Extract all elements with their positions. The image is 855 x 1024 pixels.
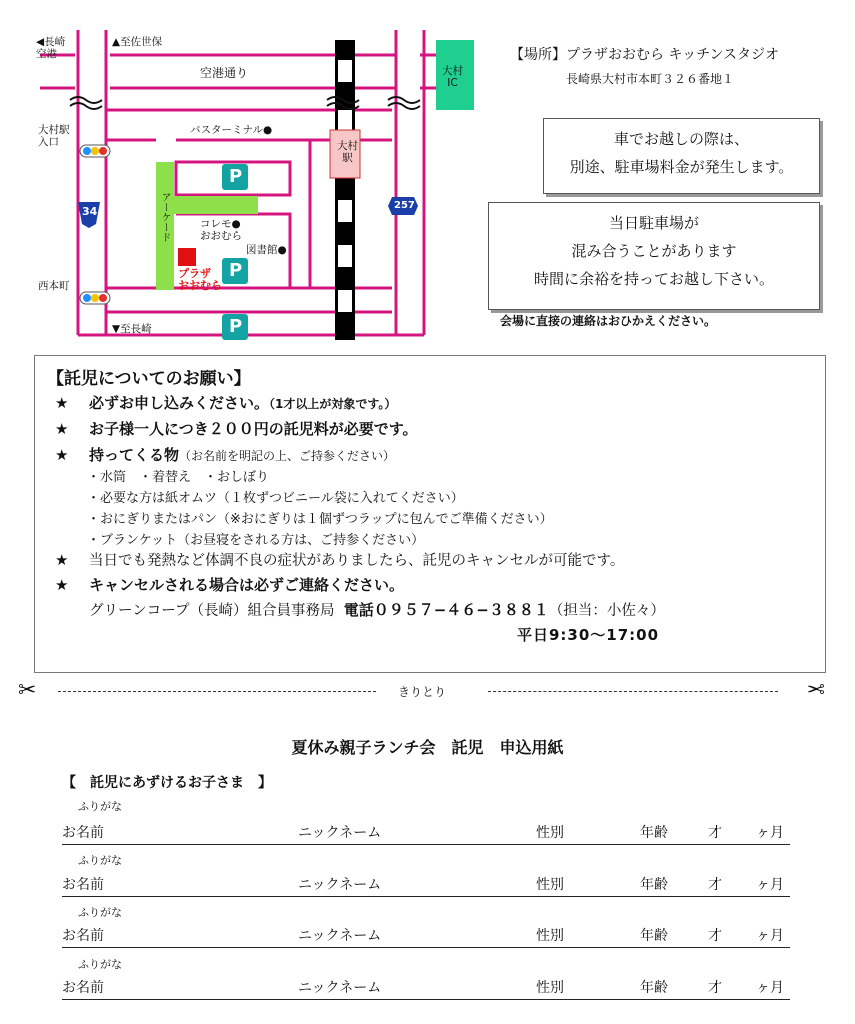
child-row-4[interactable] — [62, 977, 790, 1000]
to-nagasaki-label: ▼至長崎 — [112, 323, 152, 335]
age-label: 年齢 — [640, 980, 668, 996]
arcade-label: アーケード — [159, 192, 170, 242]
age-label: 年齢 — [640, 825, 668, 841]
notice2-line3: 時間に余裕を持ってお越し下さい。 — [533, 270, 774, 288]
parking-fee-notice — [543, 118, 820, 194]
furigana-label: ふりがな — [78, 958, 122, 971]
furigana-label: ふりがな — [78, 800, 122, 813]
years-label: 才 — [708, 928, 722, 944]
omura-station-label: 大村 駅 — [337, 140, 358, 164]
parking-2: P — [229, 260, 243, 281]
bring-item-4: ・ブランケット（お昼寝をされる方は、ご持参ください） — [87, 533, 425, 548]
child-row-3[interactable] — [62, 925, 790, 948]
nickname-label: ニックネーム — [298, 928, 382, 944]
months-label: ヶ月 — [756, 877, 784, 893]
notice1-line2: 別途、駐車場料金が発生します。 — [569, 158, 794, 176]
name-label: お名前 — [62, 877, 104, 893]
months-label: ヶ月 — [756, 980, 784, 996]
library-label: 図書館● — [246, 244, 287, 256]
route-257-label: 257 — [394, 200, 415, 211]
child-row-1[interactable] — [62, 822, 790, 845]
office-hours: 平日9:30〜17:00 — [517, 626, 660, 644]
plaza-omura-marker — [178, 248, 196, 266]
gender-label: 性別 — [536, 928, 564, 944]
request-item-2: ★ お子様一人につき２００円の託児料が必要です。 — [55, 420, 418, 438]
name-label: お名前 — [62, 825, 104, 841]
name-label: お名前 — [62, 928, 104, 944]
bring-item-3: ・おにぎりまたはパン（※おにぎりは１個ずつラップに包んでご準備ください） — [87, 512, 553, 527]
venue-address: 長崎県大村市本町３２６番地１ — [566, 72, 735, 86]
request-item-1: ★ 必ずお申し込みください。（1才以上が対象です。） — [55, 394, 397, 412]
airport-road-label: 空港通り — [200, 66, 249, 80]
cut-line-left — [58, 691, 376, 692]
form-section-title: 【 託児にあずけるお子さま 】 — [62, 775, 272, 791]
age-label: 年齢 — [640, 928, 668, 944]
years-label: 才 — [708, 877, 722, 893]
months-label: ヶ月 — [756, 928, 784, 944]
notice1-line1: 車でお越しの際は、 — [613, 130, 749, 148]
parking-3: P — [229, 316, 243, 337]
request-item-4: ★ 当日でも発熱など体調不良の症状がありましたら、託児のキャンセルが可能です。 — [55, 551, 625, 569]
plaza-omura-label: プラザ おおむら — [178, 267, 222, 292]
gender-label: 性別 — [536, 877, 564, 893]
childcare-request-box — [34, 355, 826, 673]
months-label: ヶ月 — [756, 825, 784, 841]
request-title: 【託児についてのお願い】 — [47, 369, 251, 389]
bus-terminal-label: バスターミナル● — [190, 124, 273, 136]
notice2-line1: 当日駐車場が — [608, 214, 699, 232]
nishihonmachi-label: 西本町 — [38, 280, 70, 292]
contact-note: 会場に直接の連絡はおひかえください。 — [500, 314, 717, 328]
to-sasebo-label: ▲至佐世保 — [112, 36, 163, 48]
years-label: 才 — [708, 825, 722, 841]
bring-item-1: ・水筒 ・着替え ・おしぼり — [87, 470, 270, 485]
bring-item-2: ・必要な方は紙オムツ（１枚ずつビニール袋に入れてください） — [87, 491, 464, 506]
gender-label: 性別 — [536, 825, 564, 841]
request-item-3: ★ 持ってくる物（お名前を明記の上、ご持参ください） — [55, 446, 396, 464]
nickname-label: ニックネーム — [298, 825, 382, 841]
nickname-label: ニックネーム — [298, 980, 382, 996]
cut-label: きりとり — [398, 685, 447, 699]
years-label: 才 — [708, 980, 722, 996]
korumo-label: コレモ● おおむら — [200, 218, 242, 242]
omura-station-entrance-label: 大村駅 入口 — [38, 124, 70, 148]
omura-ic-label: 大村 IC — [442, 65, 463, 89]
scissors-left-icon: ✂ — [18, 678, 37, 703]
furigana-label: ふりがな — [78, 906, 122, 919]
age-label: 年齢 — [640, 877, 668, 893]
gender-label: 性別 — [536, 980, 564, 996]
furigana-label: ふりがな — [78, 854, 122, 867]
child-row-2[interactable] — [62, 874, 790, 897]
cut-line-right — [488, 691, 778, 692]
scissors-right-icon: ✂ — [806, 678, 825, 703]
parking-crowd-notice — [488, 202, 820, 310]
route-34-label: 34 — [82, 205, 98, 218]
form-title: 夏休み親子ランチ会 託児 申込用紙 — [291, 738, 564, 757]
venue-name: 【場所】プラザおおむら キッチンスタジオ — [510, 47, 780, 63]
name-label: お名前 — [62, 980, 104, 996]
parking-1: P — [229, 166, 243, 187]
request-item-5: ★ キャンセルされる場合は必ずご連絡ください。 — [55, 576, 405, 594]
nickname-label: ニックネーム — [298, 877, 382, 893]
notice2-line2: 混み合うことがあります — [571, 242, 737, 260]
nagasaki-airport-label: ◀長崎 空港 — [36, 36, 66, 60]
office-contact: グリーンコープ（長崎）組合員事務局 電話０９５７−４６−３８８１（担当：小佐々） — [89, 601, 665, 619]
